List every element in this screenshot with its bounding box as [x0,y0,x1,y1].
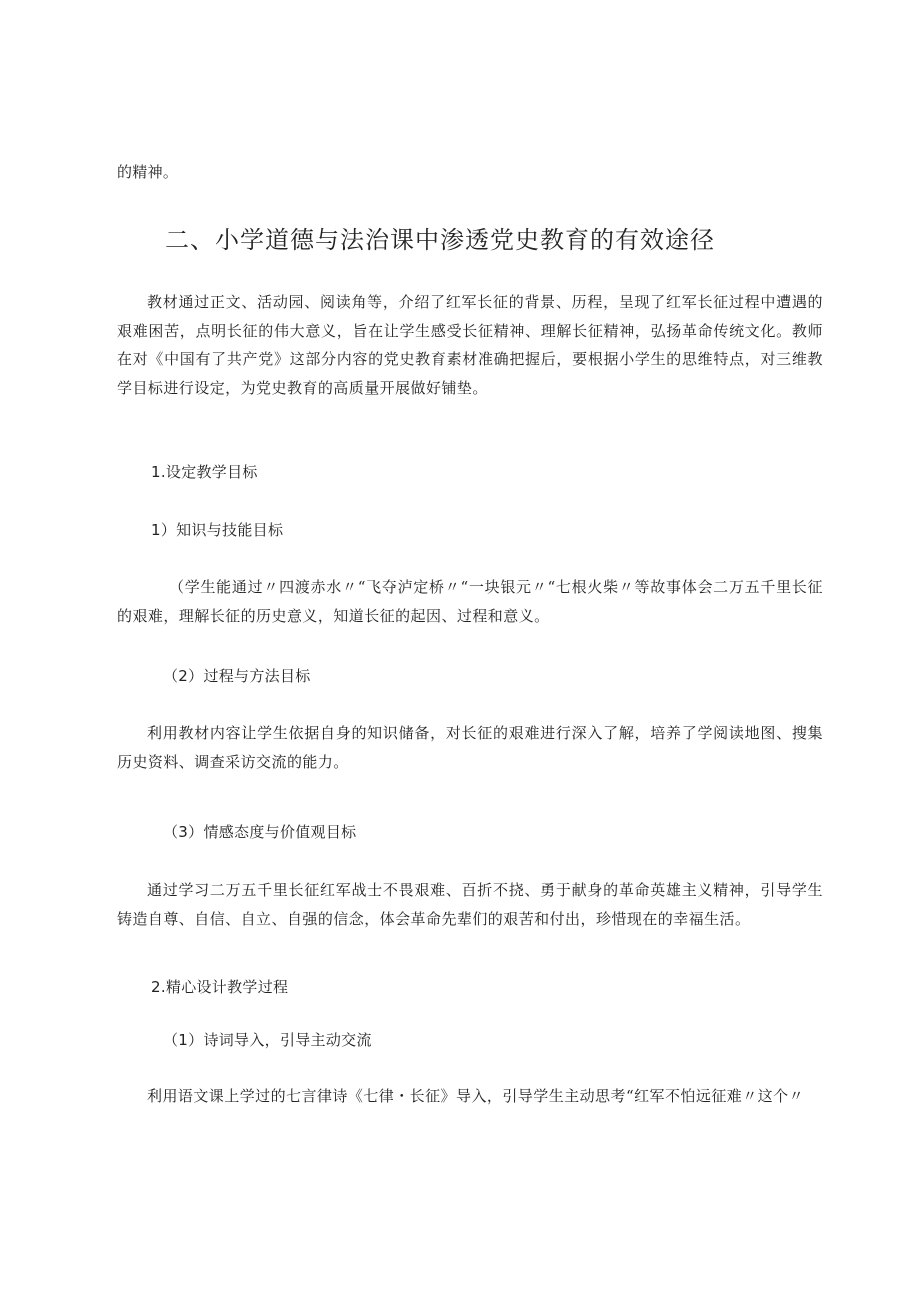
intro-paragraph: 教材通过正文、活动园、阅读角等，介绍了红军长征的背景、历程，呈现了红军长征过程中遭遇的艰难困苦，点明长征的伟大意义，旨在让学生感受长征精神、理解长征精神，弘扬革命传统文化。教师在对《中国有了共产党》这部分内容的党史教育素材准确把握后，要根据小学生的思维特点，对三维教学目标进行设定，为党史教育的高质量开展做好铺垫。 [117,293,823,397]
goal-process-method-title: （2）过程与方法目标 [163,667,311,685]
continuation-text: 的精神。 [117,163,179,181]
goal-process-method-text: 利用教材内容让学生依据自身的知识储备，对长征的艰难进行深入了解，培养了学阅读地图、搜集历史资料、调查采访交流的能力。 [117,724,823,771]
goal-emotion-values-text: 通过学习二万五千里长征红军战士不畏艰难、百折不挠、勇于献身的革命英雄主义精神，引导学生铸造自尊、自信、自立、自强的信念，体会革命先辈们的艰苦和付出，珍惜现在的幸福生活。 [117,881,823,928]
step-poem-intro-text: 利用语文课上学过的七言律诗《七律・长征》导入，引导学生主动思考“红军不怕远征难〃这个〃 [147,1087,805,1105]
goal-emotion-values-title: （3）情感态度与价值观目标 [163,823,357,841]
section-heading: 二、小学道德与法治课中渗透党史教育的有效途径 [165,226,715,254]
subsection-title-teaching-process: 2.精心设计教学过程 [151,978,289,996]
goal-knowledge-skills-text: （学生能通过〃四渡赤水〃“飞夺泸定桥〃“一块银元〃“七根火柴〃等故事体会二万五千里长征的艰难，理解长征的历史意义，知道长征的起因、过程和意义。 [117,578,823,625]
goal-knowledge-skills-title: 1）知识与技能目标 [151,521,284,539]
subsection-title-teaching-goals: 1.设定教学目标 [151,463,258,481]
step-poem-intro-title: （1）诗词导入，引导主动交流 [163,1031,372,1049]
